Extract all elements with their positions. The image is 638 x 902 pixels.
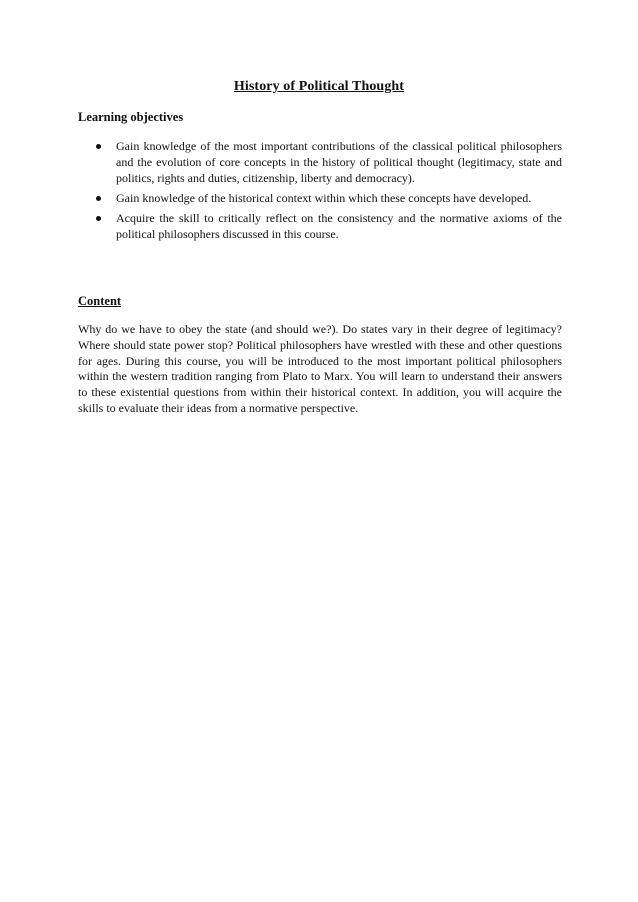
objective-item xyxy=(78,138,562,186)
document-title: History of Political Thought xyxy=(233,79,405,94)
objectives-list xyxy=(78,138,562,246)
bullet-icon xyxy=(96,144,101,149)
bullet-icon xyxy=(96,216,101,221)
objective-text: Gain knowledge of the historical context within which these concepts have developed. xyxy=(116,191,532,205)
objective-item xyxy=(78,210,562,242)
objective-text: Gain knowledge of the most important contributions of the classical political philosophers and the evolution of core concepts in the history of political thought (legitimacy, state and politics, rights and duties, citizenship, liberty and democracy). xyxy=(116,139,562,185)
objective-text: Acquire the skill to critically reflect on the consistency and the normative axioms of the political philosophers discussed in this course. xyxy=(116,211,562,241)
objective-item xyxy=(78,190,562,206)
objectives-heading: Learning objectives xyxy=(78,110,184,124)
content-paragraph: Why do we have to obey the state (and should we?). Do states vary in their degree of legitimacy? Where should state power stop? Political philosophers have wrestled with these and other questions for ages. During this course, you will be introduced to the most important political philosophers within the western tradition ranging from Plato to Marx. You will learn to understand their answers to these existential questions from within their historical context. In addition, you will acquire the skills to evaluate their ideas from a normative perspective. xyxy=(78,322,562,415)
content-heading: Content xyxy=(78,294,122,308)
bullet-icon xyxy=(96,196,101,201)
